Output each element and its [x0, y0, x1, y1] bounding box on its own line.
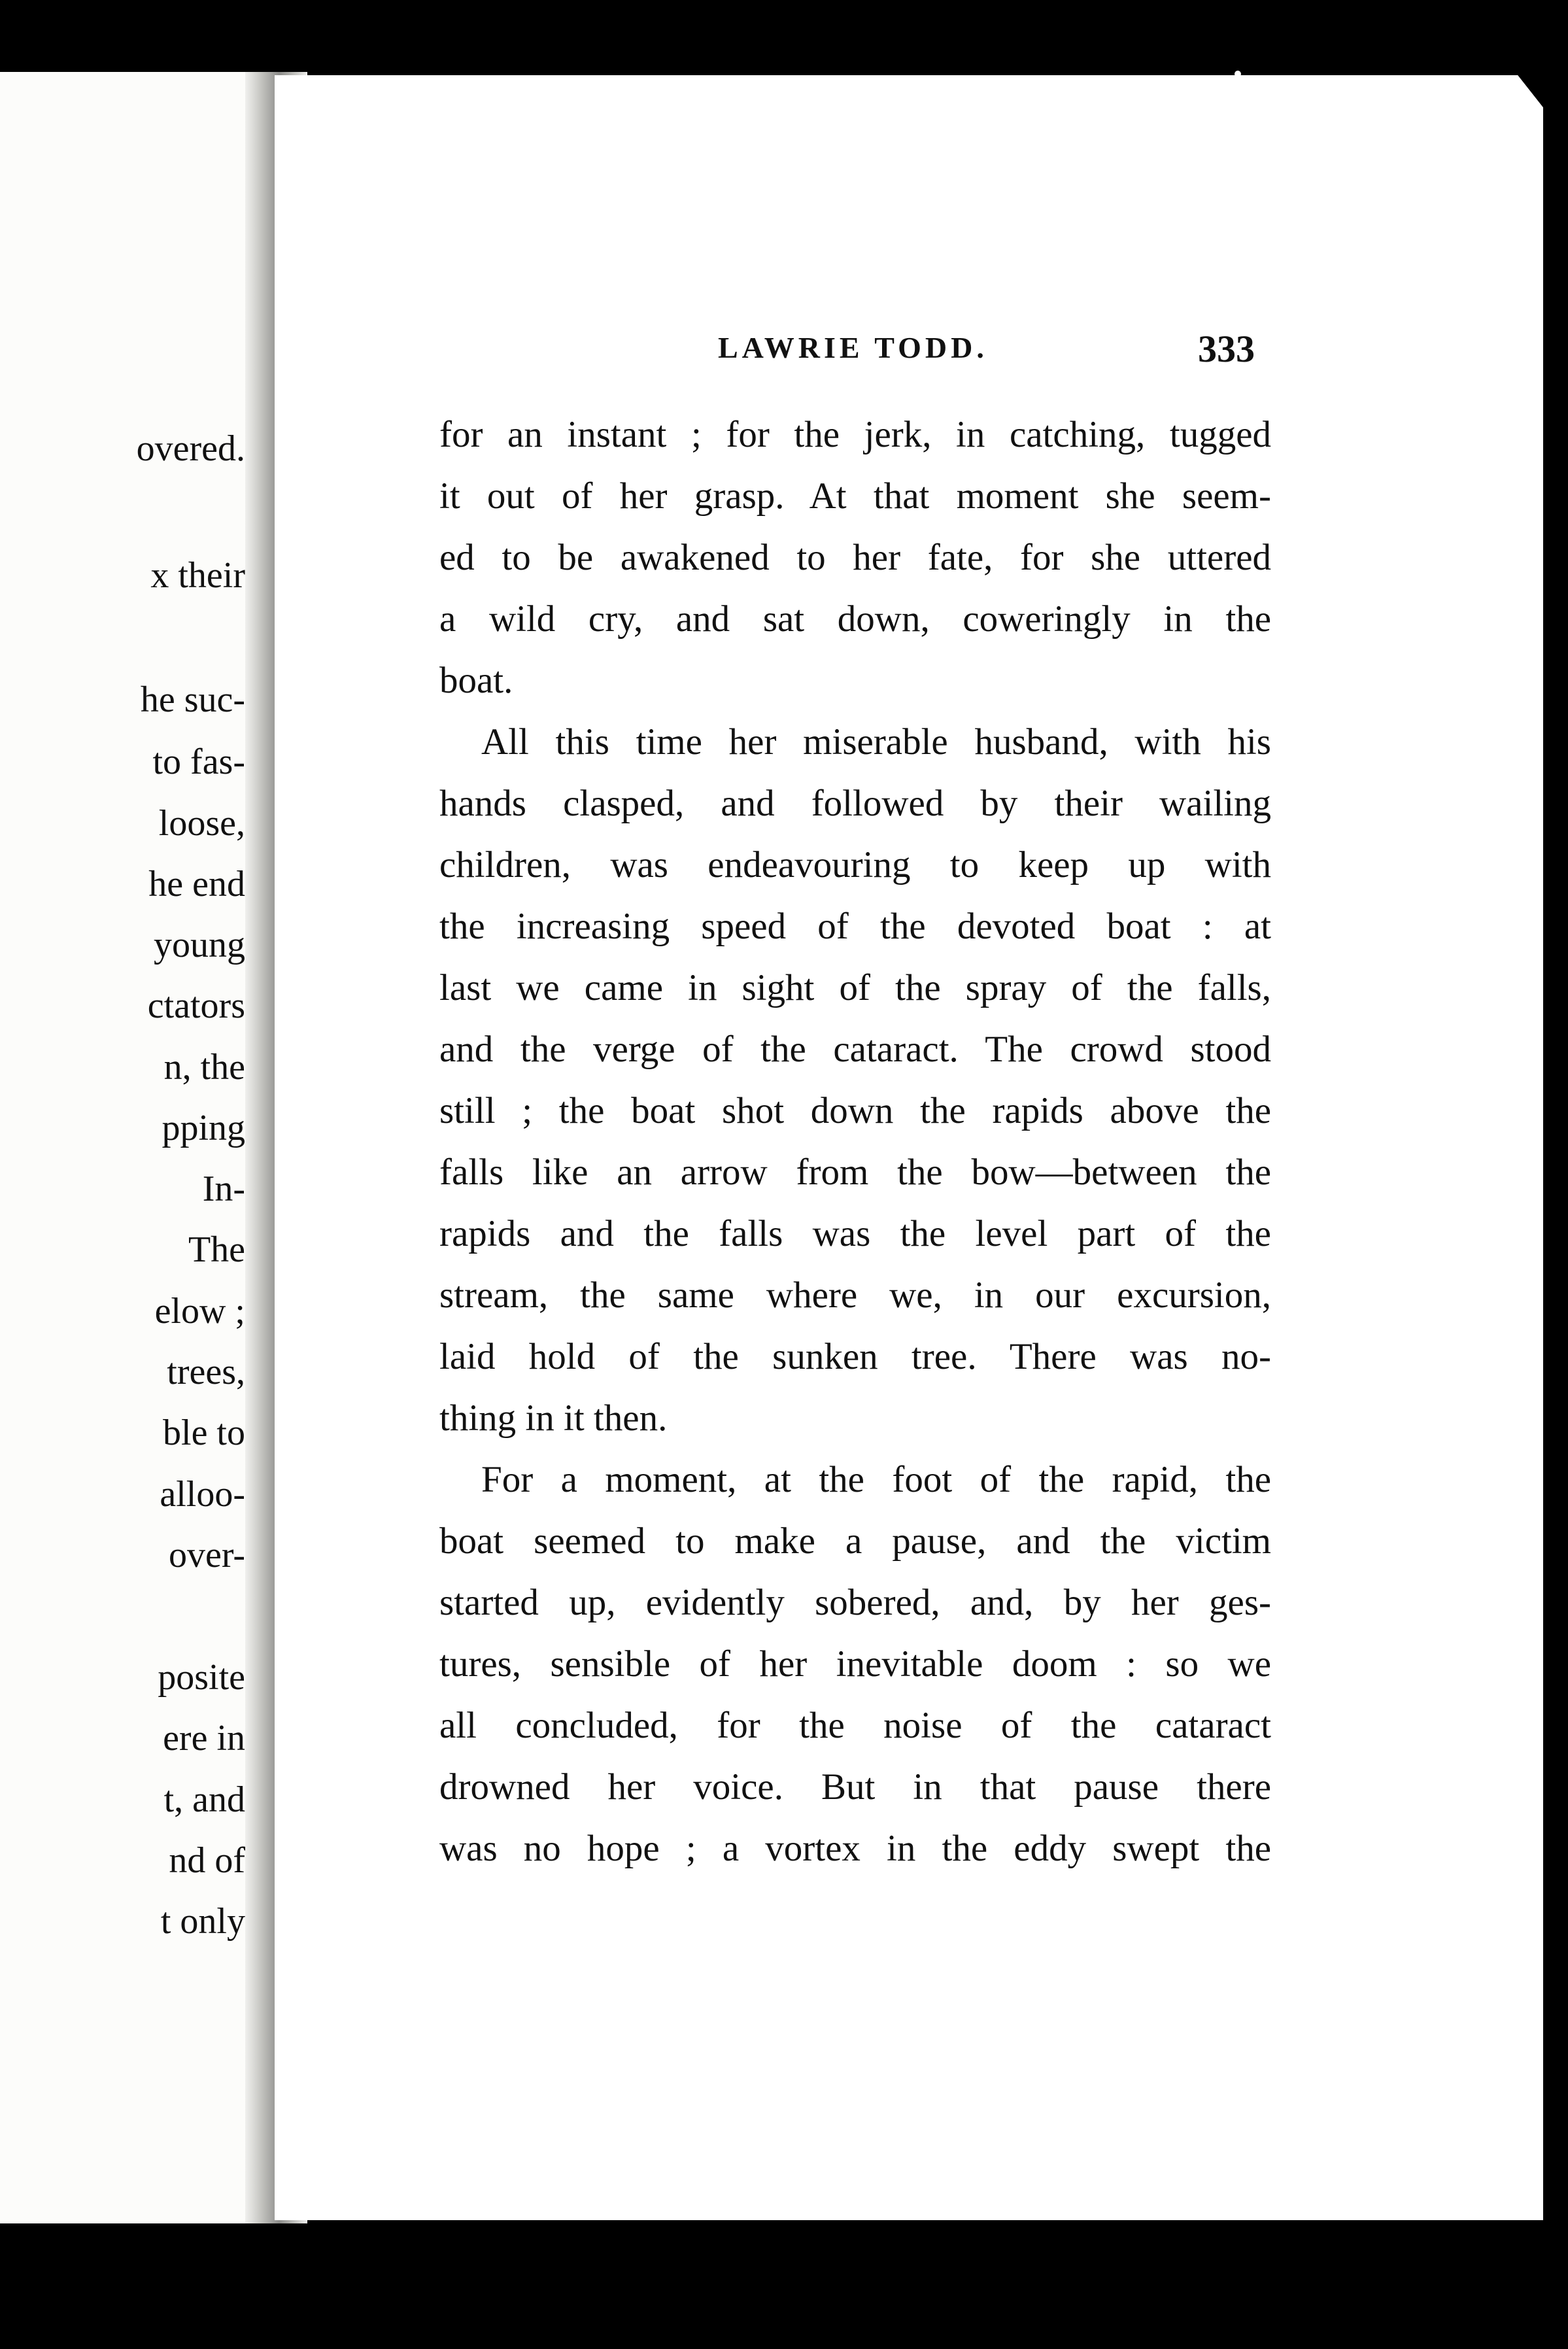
left-page-line-fragment: t only	[160, 1901, 245, 1942]
left-page-line-fragment: alloo-	[160, 1474, 245, 1515]
paragraph	[439, 404, 1271, 712]
left-page-line-fragment: he suc-	[140, 679, 245, 720]
left-page-line-fragment: The	[188, 1229, 245, 1270]
left-page-line-fragment: ctators	[147, 986, 245, 1026]
text-line: the increasing speed of the devoted boat : at	[439, 906, 1271, 947]
text-line: All this time her miserable husband, with his	[481, 721, 1271, 763]
text-line: laid hold of the sunken tree. There was no-	[439, 1336, 1271, 1377]
left-page-line-fragment: nd of	[169, 1840, 245, 1881]
left-page-line-fragment: In-	[202, 1169, 245, 1209]
text-line: thing in it then.	[439, 1397, 668, 1439]
left-page-line-fragment: pping	[162, 1108, 245, 1148]
text-line: falls like an arrow from the bow—between the	[439, 1152, 1271, 1193]
left-page-line-fragment: t, and	[163, 1779, 245, 1820]
text-line: it out of her grasp. At that moment she seem-	[439, 475, 1271, 517]
text-line: for an instant ; for the jerk, in catching, tugged	[439, 414, 1271, 455]
text-line: and the verge of the cataract. The crowd stood	[439, 1029, 1271, 1070]
left-page-line-fragment: over-	[168, 1535, 245, 1575]
left-page-line-fragment: ble to	[163, 1413, 245, 1453]
left-page-line-fragment: loose,	[158, 803, 245, 844]
left-page-line-fragment: elow ;	[154, 1291, 245, 1331]
left-page-line-fragment: to fas-	[152, 742, 245, 782]
text-line: hands clasped, and followed by their wailing	[439, 783, 1271, 824]
text-line: ed to be awakened to her fate, for she uttered	[439, 537, 1271, 578]
left-page-line-fragment: x their	[150, 555, 245, 596]
text-line: a wild cry, and sat down, coweringly in the	[439, 598, 1271, 640]
dust-speck	[1235, 71, 1241, 77]
left-page-line-fragment: posite	[158, 1657, 245, 1698]
text-line: rapids and the falls was the level part of the	[439, 1213, 1271, 1254]
left-page-line-fragment: n, the	[163, 1047, 245, 1088]
paragraph	[439, 712, 1271, 1449]
left-page-line-fragment: overed.	[136, 428, 245, 469]
text-line: stream, the same where we, in our excursion,	[439, 1275, 1271, 1316]
text-line: children, was endeavouring to keep up with	[439, 844, 1271, 885]
page-number: 333	[1198, 328, 1255, 370]
text-line: For a moment, at the foot of the rapid, the	[481, 1459, 1271, 1500]
left-page-line-fragment: ere in	[163, 1718, 245, 1758]
text-line: boat.	[439, 660, 513, 701]
paragraph	[439, 1449, 1271, 1879]
text-line: boat seemed to make a pause, and the victim	[439, 1520, 1271, 1562]
text-line: all concluded, for the noise of the cataract	[439, 1705, 1271, 1746]
text-line: tures, sensible of her inevitable doom : so we	[439, 1643, 1271, 1685]
left-facing-page	[0, 72, 245, 2223]
body-text	[439, 404, 1271, 1879]
left-page-line-fragment: trees,	[167, 1352, 245, 1392]
text-line: still ; the boat shot down the rapids above the	[439, 1090, 1271, 1131]
text-line: last we came in sight of the spray of the falls,	[439, 967, 1271, 1008]
text-line: was no hope ; a vortex in the eddy swept the	[439, 1828, 1271, 1869]
text-line: drowned her voice. But in that pause there	[439, 1766, 1271, 1808]
running-head: LAWRIE TODD.	[718, 331, 988, 364]
left-page-line-fragment: young	[154, 925, 245, 965]
left-page-line-fragment: he end	[148, 864, 245, 904]
text-line: started up, evidently sobered, and, by her ges-	[439, 1582, 1271, 1623]
